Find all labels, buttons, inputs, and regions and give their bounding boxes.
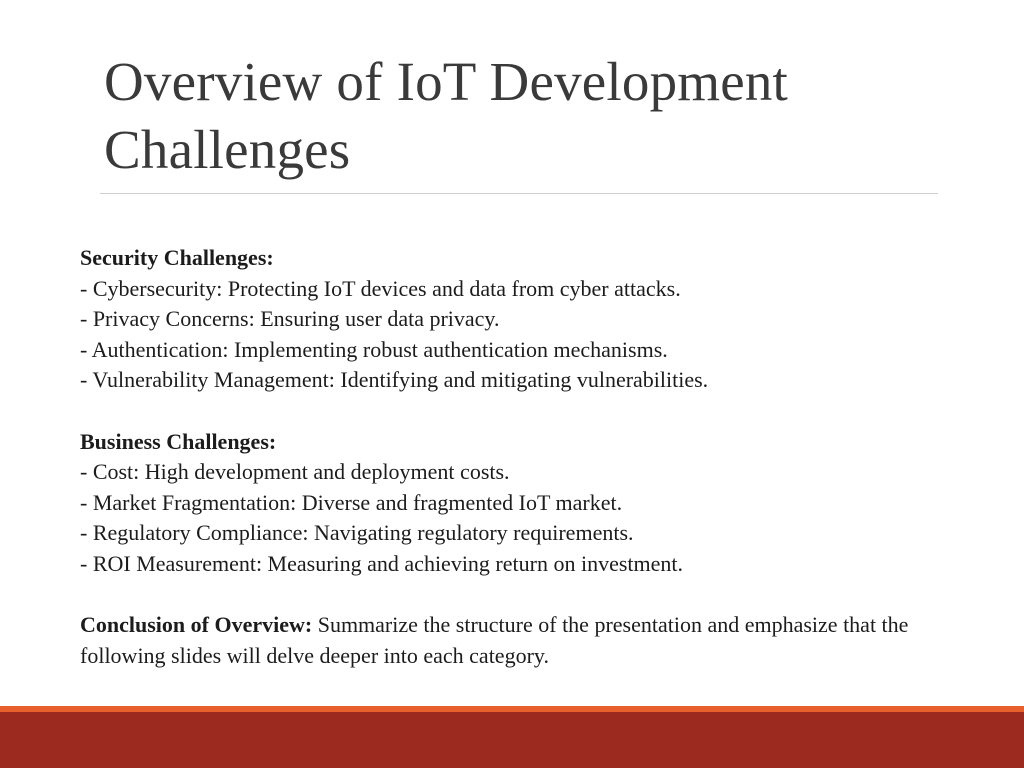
- conclusion-paragraph: [80, 610, 960, 671]
- slide-body: [80, 243, 960, 671]
- security-item-authentication: - Authentication: Implementing robust authentication mechanisms.: [80, 336, 668, 362]
- conclusion-text: Summarize the structure of the presentation and emphasize that the following slides will delve deeper into each category.: [80, 612, 909, 668]
- slide-title: Overview of IoT Development Challenges: [104, 51, 789, 180]
- section-spacer: [80, 396, 960, 427]
- title-divider: [100, 193, 938, 194]
- footer-band: [0, 712, 1024, 768]
- section-spacer: [80, 580, 960, 611]
- business-item-regulatory-compliance: - Regulatory Compliance: Navigating regulatory requirements.: [80, 520, 634, 546]
- security-item-vulnerability-management: - Vulnerability Management: Identifying and mitigating vulnerabilities.: [80, 367, 709, 393]
- security-challenges-heading: Security Challenges:: [80, 245, 274, 270]
- business-challenges-heading: Business Challenges:: [80, 428, 277, 454]
- security-item-cybersecurity: - Cybersecurity: Protecting IoT devices and data from cyber attacks.: [80, 275, 681, 301]
- conclusion-heading: Conclusion of Overview:: [80, 612, 313, 638]
- security-item-privacy: - Privacy Concerns: Ensuring user data privacy.: [80, 306, 500, 332]
- business-item-cost: - Cost: High development and deployment costs.: [80, 459, 510, 485]
- business-item-roi-measurement: - ROI Measurement: Measuring and achieving return on investment.: [80, 550, 684, 576]
- business-item-market-fragmentation: - Market Fragmentation: Diverse and fragmented IoT market.: [80, 489, 623, 515]
